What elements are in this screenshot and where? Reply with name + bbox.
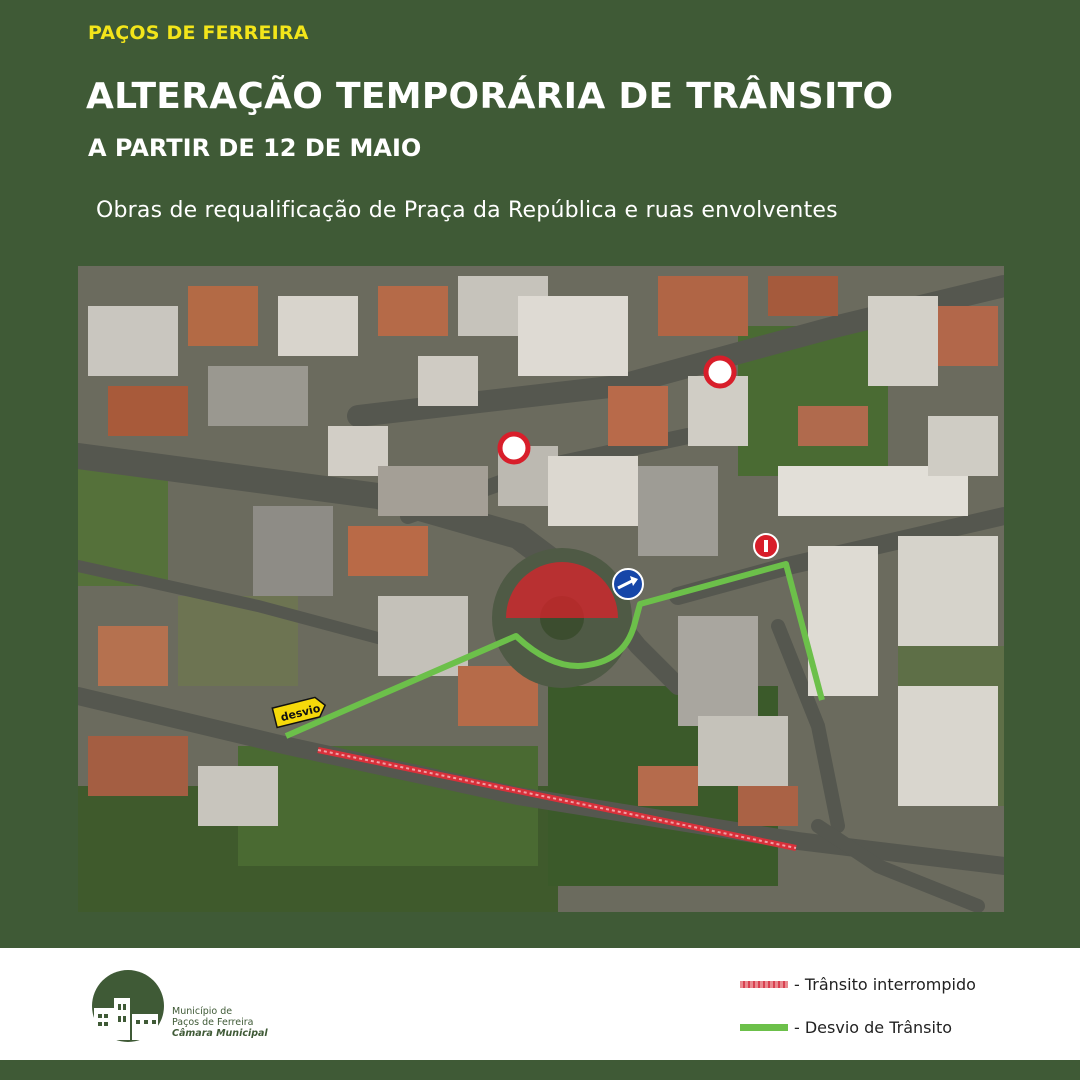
- no-entry-sign-icon: [754, 534, 778, 558]
- no-vehicles-sign-icon: [500, 434, 528, 462]
- legend-detour: [740, 1018, 952, 1037]
- aerial-map: [78, 266, 1004, 912]
- legend-closed-label: - Trânsito interrompido: [794, 975, 976, 994]
- legend-detour-label: - Desvio de Trânsito: [794, 1018, 953, 1037]
- closed-route-swatch: [740, 981, 788, 988]
- page-title: ALTERAÇÃO TEMPORÁRIA DE TRÂNSITO: [86, 76, 894, 117]
- detour-sign-label: desvio: [279, 701, 322, 725]
- date-subtitle: A PARTIR DE 12 DE MAIO: [88, 134, 422, 162]
- no-vehicles-sign-icon: [706, 358, 734, 386]
- mandatory-direction-sign-icon: [613, 569, 643, 599]
- bottom-band: [0, 1060, 1080, 1080]
- detour-route-swatch: [740, 1024, 788, 1031]
- works-description: Obras de requalificação de Praça da República e ruas envolventes: [96, 198, 838, 223]
- legend-closed: [740, 975, 976, 994]
- municipality-kicker: PAÇOS DE FERREIRA: [88, 22, 309, 44]
- municipality-name: Município de Paços de Ferreira Câmara Municipal: [172, 1006, 268, 1039]
